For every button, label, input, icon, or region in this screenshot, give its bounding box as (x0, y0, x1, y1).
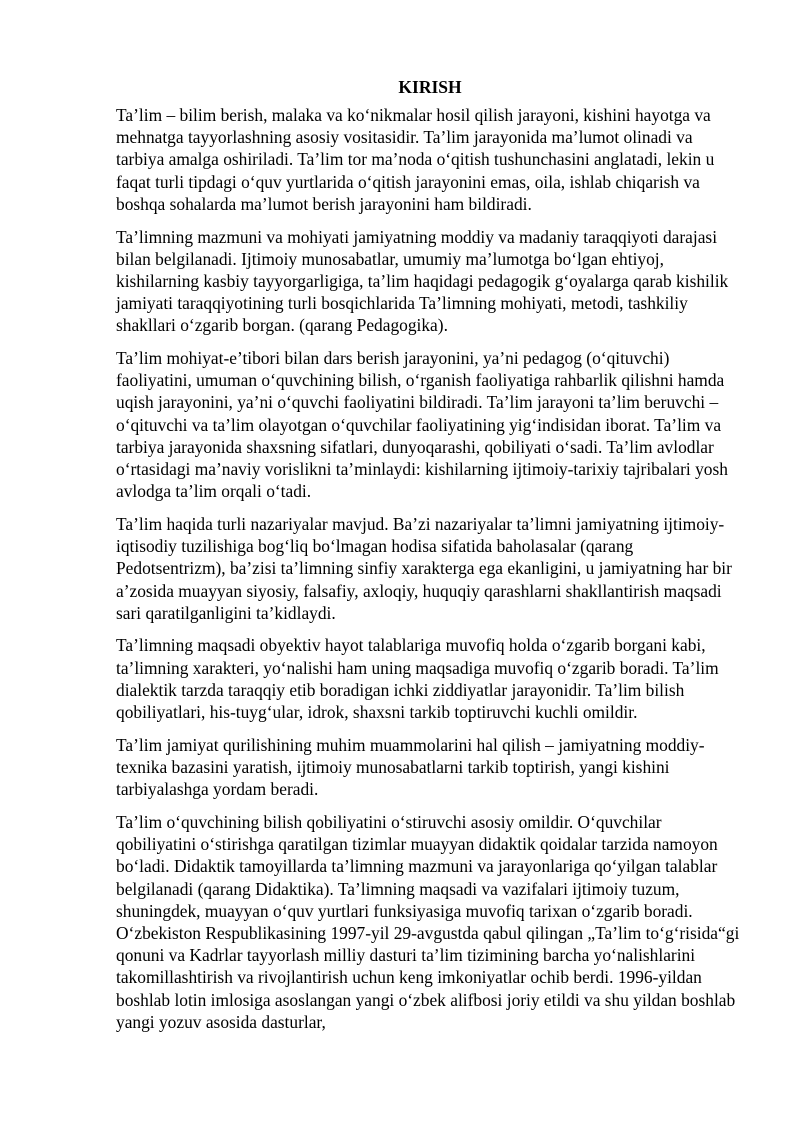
paragraph-3: Ta’lim mohiyat-e’tibori bilan dars berish jarayonini, ya’ni pedagog (o‘qituvchi) faoliyatini, umuman o‘quvchining bilish, o‘rganish faoliyatiga rahbarlik qilishni hamda uqish jarayonini, ya’ni o‘quvchi faoliyatini bildiradi. Ta’lim jarayoni ta’lim beruvchi – o‘qituvchi va ta’lim olayotgan o‘quvchilar faoliyatining yig‘indisidan iborat. Ta’lim va tarbiya jarayonida shaxsning sifatlari, dunyoqarashi, qobiliyati o‘sadi. Ta’lim avlodlar o‘rtasidagi ma’naviy vorislikni ta’minlaydi: kishilarning ijtimoiy-tarixiy tajribalari yosh avlodga ta’lim orqali o‘tadi. (116, 348, 728, 502)
document-page (116, 76, 744, 1043)
paragraph-2: Ta’limning mazmuni va mohiyati jamiyatning moddiy va madaniy taraqqiyoti darajasi bilan belgilanadi. Ijtimoiy munosabatlar, umumiy ma’lumotga bo‘lgan ehtiyoj, kishilarning kasbiy tayyorgarligiga, ta’lim haqidagi pedagogik g‘oyalarga qarab kishilik jamiyati taraqqiyotining turli bosqichlarida Ta’limning mohiyati, metodi, tashkiliy shakllari o‘zgarib borgan. (qarang Pedagogika). (116, 226, 729, 336)
paragraph-1: Ta’lim – bilim berish, malaka va ko‘nikmalar hosil qilish jarayoni, kishini hayotga va mehnatga tayyorlashning asosiy vositasidir. Ta’lim jarayonida ma’lumot olinadi va tarbiya amalga oshiriladi. Ta’lim tor ma’noda o‘qitish tushunchasini anglatadi, lekin u faqat turli tipdagi o‘quv yurtlarida o‘qitish jarayonini emas, oila, ishlab chiqarish va boshqa sohalarda ma’lumot berish jarayonini ham bildiradi. (116, 105, 715, 214)
paragraph-6: Ta’lim jamiyat qurilishining muhim muammolarini hal qilish – jamiyatning moddiy-texnika bazasini yaratish, ijtimoiy munosabatlarni tarkib toptirish, yangi kishini tarbiyalashga yordam beradi. (116, 734, 705, 800)
paragraph-7: Ta’lim o‘quvchining bilish qobiliyatini o‘stiruvchi asosiy omildir. O‘quvchilar qobiliyatini o‘stirishga qaratilgan tizimlar muayyan didaktik qoidalar tarzida namoyon bo‘ladi. Didaktik tamoyillarda ta’limning mazmuni va jarayonlariga qo‘yilgan talablar belgilanadi (qarang Didaktika). Ta’limning maqsadi va vazifalari ijtimoiy tuzum, shuningdek, muayyan o‘quv yurtlari funksiyasiga muvofiq tarixan o‘zgarib boradi. O‘zbekiston Respublikasining 1997-yil 29-avgustda qabul qilingan „Ta’lim to‘g‘risida“gi qonuni va Kadrlar tayyorlash milliy dasturi ta’lim tizimining barcha yo‘nalishlarini takomillashtirish va rivojlantirish uchun keng imkoniyatlar ochib berdi. 1996-yildan boshlab lotin imlosiga asoslangan yangi o‘zbek alifbosi joriy etildi va shu yildan boshlab yangi yozuv asosida dasturlar, (116, 811, 740, 1032)
paragraph-4: Ta’lim haqida turli nazariyalar mavjud. Ba’zi nazariyalar ta’limni jamiyatning ijtimoiy-iqtisodiy tuzilishiga bog‘liq bo‘lmagan hodisa sifatida baholasalar (qarang Pedotsentrizm), ba’zisi ta’limning sinfiy xarakterga ega ekanligini, u jamiyatning har bir a’zosida muayyan siyosiy, falsafiy, axloqiy, huquqiy qarashlarni shakllantirish maqsadi sari qaratilganligini ta’kidlaydi. (116, 513, 732, 623)
paragraph-5: Ta’limning maqsadi obyektiv hayot talablariga muvofiq holda o‘zgarib borgani kabi, ta’limning xarakteri, yo‘nalishi ham uning maqsadiga muvofiq o‘zgarib boradi. Ta’lim dialektik tarzda taraqqiy etib boradigan ichki ziddiyatlar jarayonidir. Ta’lim bilish qobiliyatlari, his-tuyg‘ular, idrok, shaxsni tarkib toptiruvchi kuchli omildir. (116, 635, 719, 723)
page-title: KIRISH (398, 77, 462, 97)
